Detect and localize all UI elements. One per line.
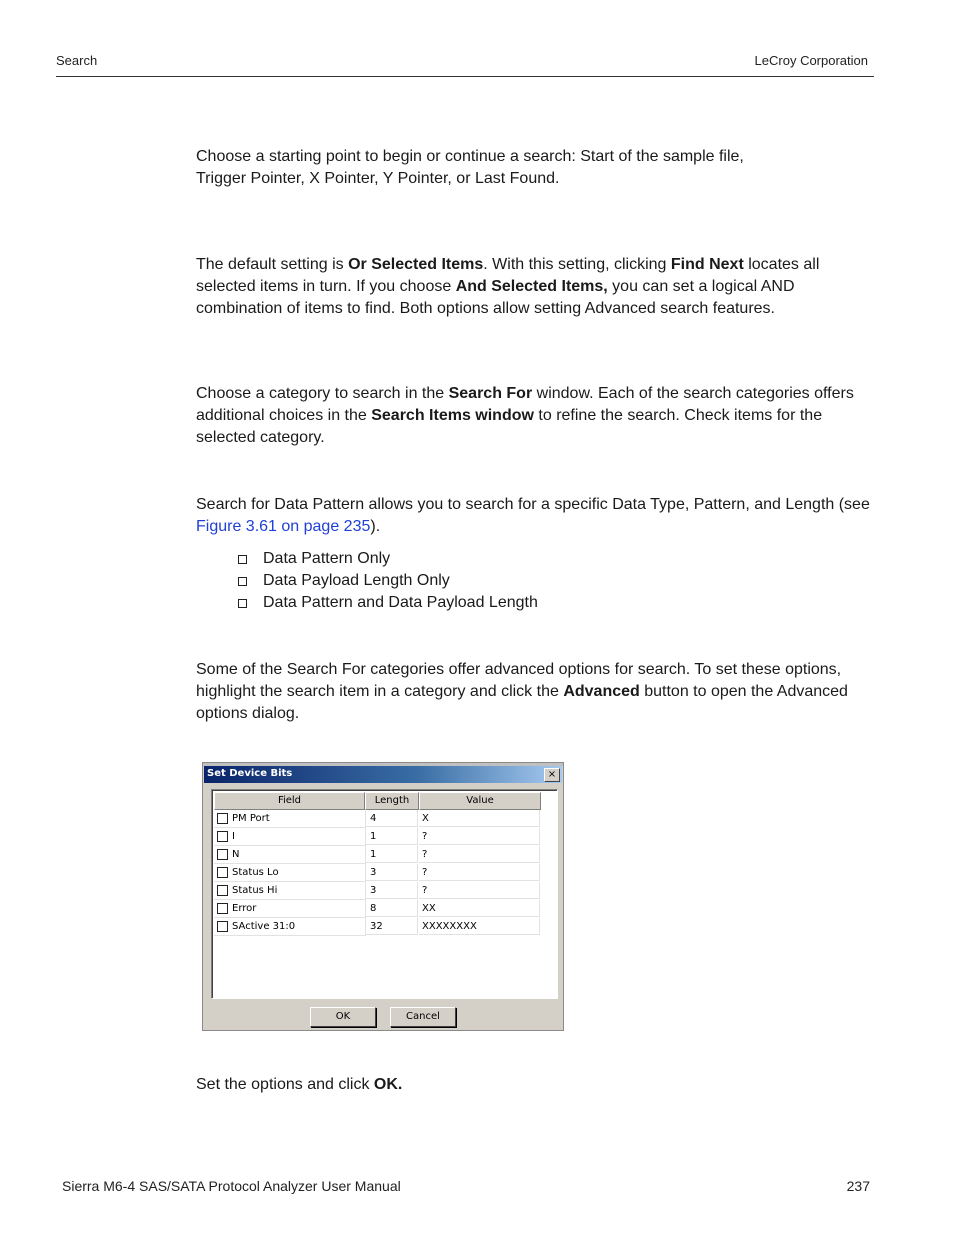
table-row xyxy=(214,918,539,936)
bold-text: Or Selected Items xyxy=(348,256,484,273)
bold-text: Find Next xyxy=(670,256,744,273)
figure-link[interactable]: Figure 3.61 on page 235 xyxy=(196,518,371,535)
field-cell xyxy=(214,828,366,846)
list-item-label: Data Pattern and Data Payload Length xyxy=(263,594,538,611)
column-header-field[interactable]: Field xyxy=(214,792,365,810)
paragraph-data-pattern xyxy=(196,494,876,538)
field-name: N xyxy=(232,849,240,860)
bold-text: And Selected Items, xyxy=(455,278,608,295)
length-cell: 32 xyxy=(366,918,418,935)
text: Set the options and click xyxy=(196,1076,374,1093)
field-cell xyxy=(214,810,366,828)
header-company: LeCroy Corporation xyxy=(754,53,868,68)
value-cell[interactable]: ? xyxy=(419,882,540,899)
cancel-button[interactable]: Cancel xyxy=(390,1007,456,1027)
field-name: SActive 31:0 xyxy=(232,921,296,932)
ok-button[interactable]: OK xyxy=(310,1007,376,1027)
field-cell xyxy=(214,864,366,882)
paragraph-line: Trigger Pointer, X Pointer, Y Pointer, or Last Found. xyxy=(196,170,560,187)
text: window. Each of the search categories offers additional choices in the xyxy=(196,385,854,424)
length-cell: 1 xyxy=(366,846,418,863)
text: Choose a category to search in the xyxy=(196,385,449,402)
list-item xyxy=(236,570,538,592)
table-row xyxy=(214,900,539,918)
field-name: Error xyxy=(232,903,257,914)
row-checkbox[interactable] xyxy=(217,813,228,824)
text: button to open the Advanced options dialog. xyxy=(196,683,848,722)
list-item xyxy=(236,592,538,614)
bullet-list xyxy=(236,548,538,614)
dialog-title-bar[interactable] xyxy=(204,766,562,783)
row-checkbox[interactable] xyxy=(217,903,228,914)
value-cell[interactable]: X xyxy=(419,810,540,827)
bullet-square-icon xyxy=(238,577,247,586)
bold-text: OK. xyxy=(373,1076,403,1093)
page-number: 237 xyxy=(846,1178,870,1194)
table-row xyxy=(214,828,539,846)
column-header-length[interactable]: Length xyxy=(365,792,419,810)
bold-text: Advanced xyxy=(563,683,640,700)
table-row xyxy=(214,810,539,828)
row-checkbox[interactable] xyxy=(217,921,228,932)
paragraph-set-options xyxy=(196,1074,876,1096)
row-checkbox[interactable] xyxy=(217,831,228,842)
length-cell: 3 xyxy=(366,882,418,899)
field-name: Status Lo xyxy=(232,867,279,878)
field-cell xyxy=(214,846,366,864)
text: to refine the search. Check items for the selected category. xyxy=(196,407,823,446)
value-cell[interactable]: XX xyxy=(419,900,540,917)
value-cell[interactable]: ? xyxy=(419,846,540,863)
close-icon[interactable]: × xyxy=(544,768,560,782)
footer-manual-title: Sierra M6-4 SAS/SATA Protocol Analyzer User Manual xyxy=(62,1178,401,1194)
dialog-title: Set Device Bits xyxy=(207,768,293,779)
field-name: Status Hi xyxy=(232,885,278,896)
row-checkbox[interactable] xyxy=(217,867,228,878)
bullet-square-icon xyxy=(238,599,247,608)
paragraph-category xyxy=(196,383,876,449)
text: Some of the Search For categories offer advanced options for search. To set these options, highlight the search item in a category and click the xyxy=(196,661,842,700)
row-checkbox[interactable] xyxy=(217,849,228,860)
table-row xyxy=(214,846,539,864)
value-cell[interactable]: ? xyxy=(419,828,540,845)
text: The default setting is xyxy=(196,256,349,273)
text: . With this setting, clicking xyxy=(483,256,671,273)
header-section-title: Search xyxy=(56,53,98,68)
list-item-label: Data Pattern Only xyxy=(263,550,391,567)
bullet-square-icon xyxy=(238,555,247,564)
length-cell: 1 xyxy=(366,828,418,845)
list-item-label: Data Payload Length Only xyxy=(263,572,450,589)
row-checkbox[interactable] xyxy=(217,885,228,896)
field-name: PM Port xyxy=(232,813,270,824)
field-cell xyxy=(214,882,366,900)
paragraph-default-setting xyxy=(196,254,876,320)
length-cell: 8 xyxy=(366,900,418,917)
field-name: I xyxy=(232,831,235,842)
list-item xyxy=(236,548,538,570)
grid-header xyxy=(214,792,555,809)
field-cell xyxy=(214,918,366,936)
device-bits-grid xyxy=(211,789,558,999)
text: ). xyxy=(370,518,381,535)
table-row xyxy=(214,882,539,900)
length-cell: 4 xyxy=(366,810,418,827)
set-device-bits-dialog xyxy=(202,762,564,1031)
bold-text: Search Items window xyxy=(371,407,534,424)
text: you can set a logical AND combination of items to find. Both options allow setting Advanced search features. xyxy=(196,278,795,317)
value-cell[interactable]: XXXXXXXX xyxy=(419,918,540,935)
paragraph-starting-point xyxy=(196,146,876,190)
paragraph-line: Choose a starting point to begin or continue a search: Start of the sample file, xyxy=(196,148,744,165)
bold-text: Search For xyxy=(448,385,533,402)
length-cell: 3 xyxy=(366,864,418,881)
paragraph-advanced xyxy=(196,659,876,725)
table-row xyxy=(214,864,539,882)
header-rule xyxy=(56,76,874,77)
column-header-value[interactable]: Value xyxy=(419,792,541,810)
text: locates all selected items in turn. If you choose xyxy=(196,256,820,295)
text: Search for Data Pattern allows you to search for a specific Data Type, Pattern, and Length (see xyxy=(196,496,870,513)
field-cell xyxy=(214,900,366,918)
value-cell[interactable]: ? xyxy=(419,864,540,881)
